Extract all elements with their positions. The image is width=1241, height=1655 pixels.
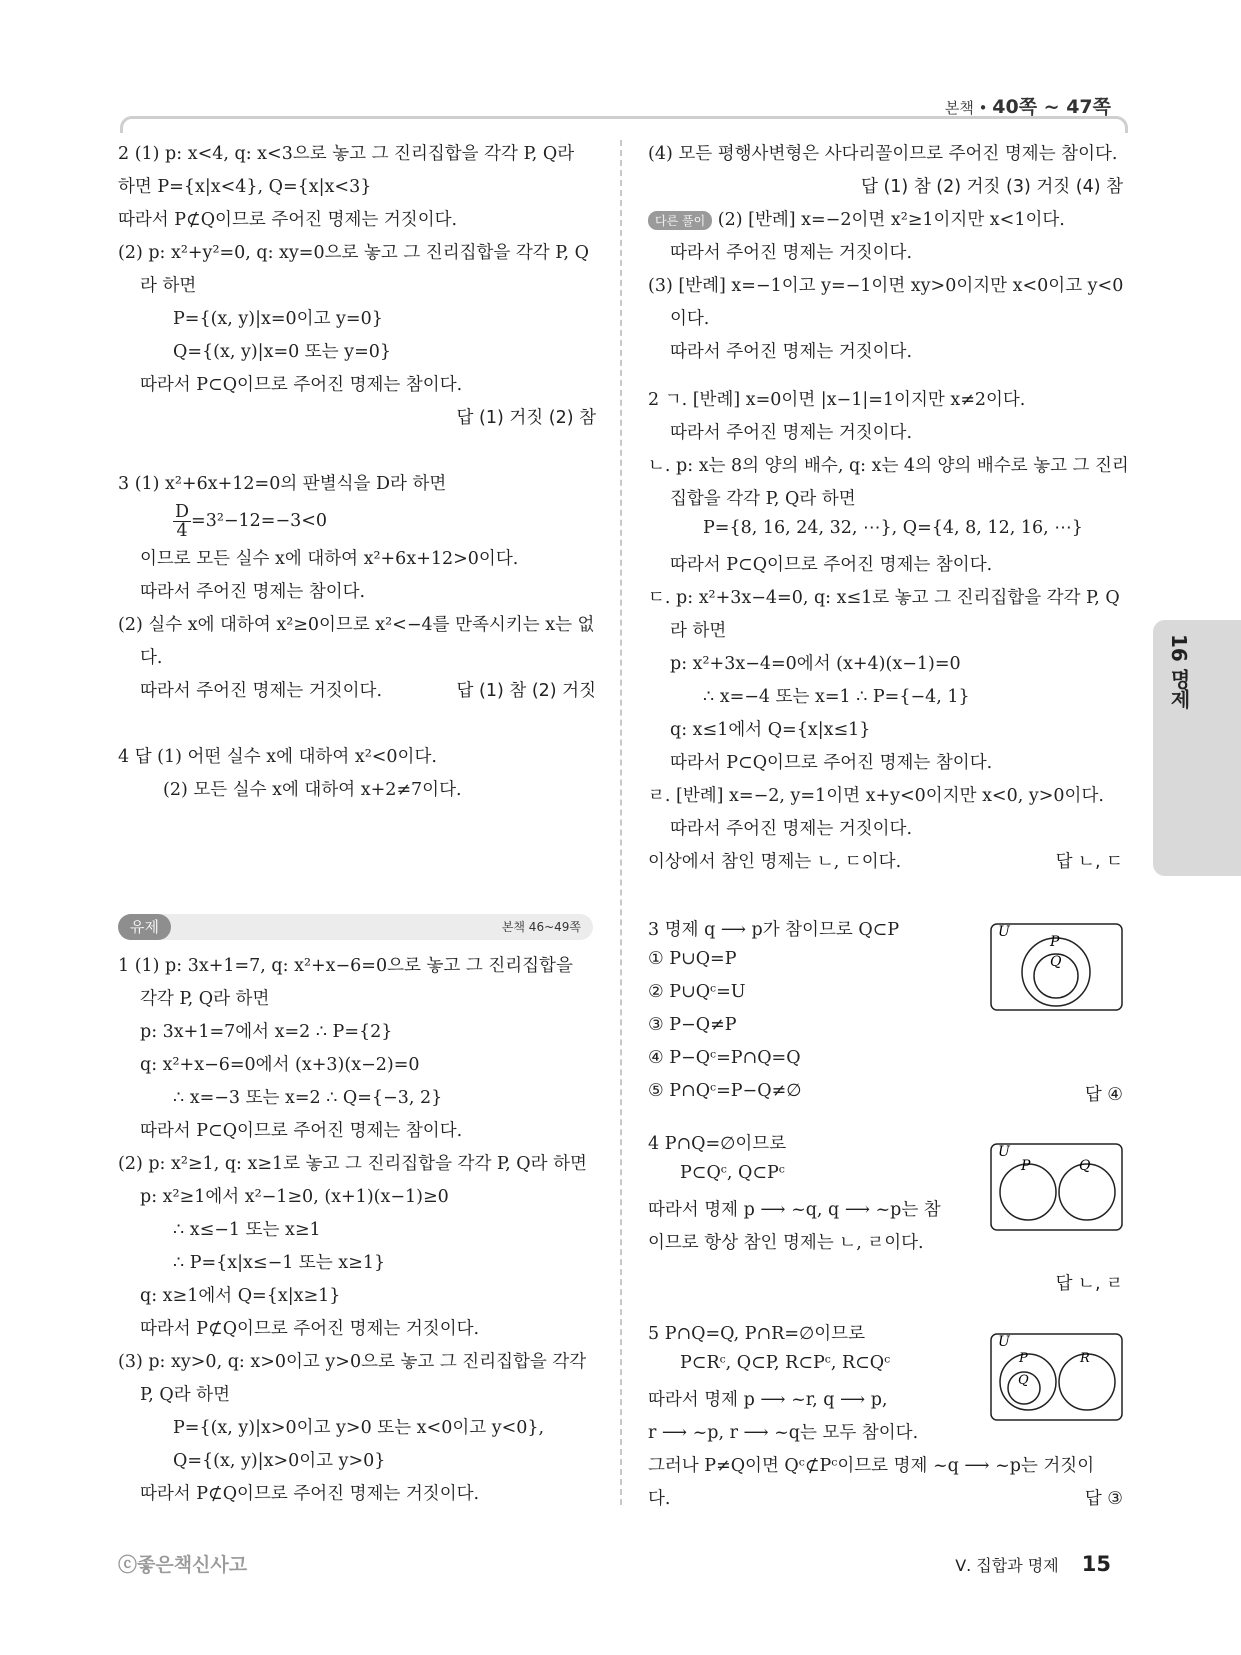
text-line: 따라서 P⊂Q이므로 주어진 명제는 참이다. bbox=[140, 375, 463, 395]
header-book: 본책 bbox=[944, 99, 974, 117]
text-line: 따라서 P⊂Q이므로 주어진 명제는 참이다. bbox=[140, 1121, 463, 1141]
venn-diagram-3 bbox=[990, 920, 1124, 1012]
venn-p-label: P bbox=[1021, 1158, 1031, 1174]
venn-p-label: P bbox=[1019, 1351, 1028, 1366]
top-rule bbox=[120, 116, 1128, 133]
text-line: 따라서 P⊂Q이므로 주어진 명제는 참이다. bbox=[670, 555, 993, 575]
banner-tag: 유제 bbox=[118, 914, 171, 940]
practice-banner bbox=[118, 914, 593, 940]
answer-line: 답 ㄴ, ㄷ bbox=[1055, 852, 1123, 872]
text-line: p: 3x+1=7에서 x=2 ∴ P={2} bbox=[140, 1022, 393, 1042]
chapter-side-tab bbox=[1153, 620, 1241, 876]
text-line: 라 하면 bbox=[670, 621, 727, 641]
answer-line: 답 (1) 참 (2) 거짓 (3) 거짓 (4) 참 bbox=[861, 177, 1123, 197]
text-line: ∴ x≤−1 또는 x≥1 bbox=[173, 1220, 321, 1240]
text-line: ∴ x=−3 또는 x=2 ∴ Q={−3, 2} bbox=[173, 1088, 443, 1108]
text-line: (2) 실수 x에 대하여 x²≥0이므로 x²<−4를 만족시키는 x는 없 bbox=[118, 615, 595, 635]
text-line: 이상에서 참인 명제는 ㄴ, ㄷ이다. bbox=[648, 852, 902, 872]
venn-r-label: R bbox=[1080, 1351, 1090, 1366]
alt-solution-tag: 다른 풀이 bbox=[648, 211, 712, 230]
text-line: Q={(x, y)|x>0이고 y>0} bbox=[173, 1451, 386, 1471]
answer-line: 답 (1) 참 (2) 거짓 bbox=[456, 681, 596, 701]
text-line: 이므로 모든 실수 x에 대하여 x²+6x+12>0이다. bbox=[140, 549, 519, 569]
text-line: P⊂Rᶜ, Q⊂P, R⊂Pᶜ, R⊂Qᶜ bbox=[680, 1353, 891, 1373]
fraction-denominator: 4 bbox=[176, 521, 188, 541]
text-line: 2 ㄱ. [반례] x=0이면 |x−1|=1이지만 x≠2이다. bbox=[648, 390, 1026, 410]
text-line: q: x≥1에서 Q={x|x≥1} bbox=[140, 1286, 341, 1306]
venn-q-label: Q bbox=[1050, 954, 1062, 970]
text-line: 4 P∩Q=∅이므로 bbox=[648, 1134, 787, 1154]
text-line: q: x²+x−6=0에서 (x+3)(x−2)=0 bbox=[140, 1055, 420, 1075]
venn-diagram-5 bbox=[990, 1330, 1124, 1422]
text-line: 1 (1) p: 3x+1=7, q: x²+x−6=0으로 놓고 그 진리집합을 bbox=[118, 956, 573, 976]
text-line: P={8, 16, 24, 32, ⋯}, Q={4, 8, 12, 16, ⋯} bbox=[703, 518, 1083, 538]
text-line: 따라서 주어진 명제는 참이다. bbox=[140, 582, 366, 602]
text-line: 3 (1) x²+6x+12=0의 판별식을 D라 하면 bbox=[118, 474, 447, 494]
text-line: 따라서 명제 p ⟶ ~r, q ⟶ p, bbox=[648, 1390, 888, 1410]
text-line: 4 답 (1) 어떤 실수 x에 대하여 x²<0이다. bbox=[118, 747, 437, 767]
footer-chapter: Ⅴ. 집합과 명제 bbox=[955, 1556, 1059, 1575]
text-line: 따라서 명제 p ⟶ ~q, q ⟶ ~p는 참 bbox=[648, 1200, 941, 1220]
answer-line: 답 ③ bbox=[1084, 1489, 1123, 1509]
text-line: 따라서 P⊂Q이므로 주어진 명제는 참이다. bbox=[670, 753, 993, 773]
answer-line: 답 ④ bbox=[1084, 1085, 1123, 1105]
text-line: 따라서 주어진 명제는 거짓이다. bbox=[670, 243, 913, 263]
text-line: q: x≤1에서 Q={x|x≤1} bbox=[670, 720, 871, 740]
text-line: 하면 P={x|x<4}, Q={x|x<3} bbox=[118, 177, 372, 197]
text-line: 따라서 주어진 명제는 거짓이다. bbox=[140, 681, 383, 701]
header-pages: 40쪽 ~ 47쪽 bbox=[992, 96, 1111, 118]
text-line: 집합을 각각 P, Q라 하면 bbox=[670, 489, 856, 509]
text-line: ㄹ. [반례] x=−2, y=1이면 x+y<0이지만 x<0, y>0이다. bbox=[648, 786, 1104, 806]
text-line: P, Q라 하면 bbox=[140, 1385, 230, 1405]
text-line: 2 (1) p: x<4, q: x<3으로 놓고 그 진리집합을 각각 P, Q라 bbox=[118, 144, 575, 164]
text-line: ⑤ P∩Qᶜ=P−Q≠∅ bbox=[648, 1081, 802, 1101]
venn-u-label: U bbox=[998, 1334, 1010, 1350]
venn-diagram-4 bbox=[990, 1140, 1124, 1232]
text-line: (2) 모든 실수 x에 대하여 x+2≠7이다. bbox=[163, 780, 462, 800]
text-line: p: x²+3x−4=0에서 (x+4)(x−1)=0 bbox=[670, 654, 961, 674]
page-footer bbox=[955, 1552, 1111, 1576]
text-line: (4) 모든 평행사변형은 사다리꼴이므로 주어진 명제는 참이다. bbox=[648, 144, 1118, 164]
text-line: 그러나 P≠Q이면 Qᶜ⊄Pᶜ이므로 명제 ~q ⟶ ~p는 거짓이 bbox=[648, 1456, 1095, 1476]
text-line: P⊂Qᶜ, Q⊂Pᶜ bbox=[680, 1163, 785, 1183]
text-line: 3 명제 q ⟶ p가 참이므로 Q⊂P bbox=[648, 920, 900, 940]
fraction-numerator: D bbox=[175, 502, 190, 522]
text-line: ㄷ. p: x²+3x−4=0, q: x≤1로 놓고 그 진리집합을 각각 P, Q bbox=[648, 588, 1120, 608]
text-line: =3²−12=−3<0 bbox=[191, 511, 328, 531]
text-line: (3) [반례] x=−1이고 y=−1이면 xy>0이지만 x<0이고 y<0 bbox=[648, 276, 1124, 296]
text-line: 다. bbox=[648, 1489, 671, 1509]
page-number: 15 bbox=[1081, 1552, 1111, 1576]
text-line: ② P∪Qᶜ=U bbox=[648, 982, 746, 1002]
text-line: 이다. bbox=[670, 309, 710, 329]
text-line: 따라서 P⊄Q이므로 주어진 명제는 거짓이다. bbox=[118, 210, 458, 230]
text-line: ㄴ. p: x는 8의 양의 배수, q: x는 4의 양의 배수로 놓고 그 진리 bbox=[648, 456, 1129, 476]
text-line: 각각 P, Q라 하면 bbox=[140, 989, 270, 1009]
answer-line: 답 (1) 거짓 (2) 참 bbox=[456, 408, 596, 428]
fraction-line bbox=[173, 503, 596, 540]
text-line: ④ P−Qᶜ=P∩Q=Q bbox=[648, 1048, 801, 1068]
side-tab-label: 16 명제 bbox=[1167, 634, 1191, 709]
text-line: 따라서 주어진 명제는 거짓이다. bbox=[670, 342, 913, 362]
text-line: r ⟶ ~p, r ⟶ ~q는 모두 참이다. bbox=[648, 1423, 919, 1443]
answer-line: 답 ㄴ, ㄹ bbox=[1055, 1274, 1123, 1294]
text-line: (2) p: x²+y²=0, q: xy=0으로 놓고 그 진리집합을 각각 P, Q bbox=[118, 243, 589, 263]
text-line: (2) p: x²≥1, q: x≥1로 놓고 그 진리집합을 각각 P, Q라 하면 bbox=[118, 1154, 587, 1174]
page-header: 본책 • 40쪽 ~ 47쪽 bbox=[944, 96, 1111, 118]
text-line: (3) p: xy>0, q: x>0이고 y>0으로 놓고 그 진리집합을 각각 bbox=[118, 1352, 587, 1372]
text-line: 따라서 주어진 명제는 거짓이다. bbox=[670, 423, 913, 443]
text-line: P={(x, y)|x=0이고 y=0} bbox=[173, 309, 383, 329]
text-line: 따라서 P⊄Q이므로 주어진 명제는 거짓이다. bbox=[140, 1484, 480, 1504]
text-line: ③ P−Q≠P bbox=[648, 1015, 737, 1035]
banner-ref: 본책 46~49쪽 bbox=[501, 920, 581, 934]
text-line: 따라서 주어진 명제는 거짓이다. bbox=[670, 819, 913, 839]
text-line: 5 P∩Q=Q, P∩R=∅이므로 bbox=[648, 1324, 865, 1344]
fraction bbox=[173, 503, 191, 540]
venn-q-label: Q bbox=[1079, 1158, 1091, 1174]
text-line: ① P∪Q=P bbox=[648, 949, 737, 969]
publisher-logo: ⓒ좋은책신사고 bbox=[118, 1554, 248, 1576]
text-line: (2) [반례] x=−2이면 x²≥1이지만 x<1이다. bbox=[717, 210, 1065, 230]
text-line: Q={(x, y)|x=0 또는 y=0} bbox=[173, 342, 391, 362]
text-line: ∴ P={x|x≤−1 또는 x≥1} bbox=[173, 1253, 386, 1273]
text-line: ∴ x=−4 또는 x=1 ∴ P={−4, 1} bbox=[703, 687, 970, 707]
text-line: 라 하면 bbox=[140, 276, 197, 296]
alt-solution-line bbox=[648, 206, 1123, 231]
venn-p-label: P bbox=[1050, 934, 1060, 950]
text-line: P={(x, y)|x>0이고 y>0 또는 x<0이고 y<0}, bbox=[173, 1418, 545, 1438]
text-line: p: x²≥1에서 x²−1≥0, (x+1)(x−1)≥0 bbox=[140, 1187, 449, 1207]
text-line: 이므로 항상 참인 명제는 ㄴ, ㄹ이다. bbox=[648, 1233, 924, 1253]
text-line: 따라서 P⊄Q이므로 주어진 명제는 거짓이다. bbox=[140, 1319, 480, 1339]
venn-q-label: Q bbox=[1018, 1373, 1029, 1388]
text-line: 다. bbox=[140, 648, 163, 668]
column-divider bbox=[620, 140, 622, 1505]
venn-u-label: U bbox=[998, 1144, 1010, 1160]
venn-u-label: U bbox=[998, 924, 1010, 940]
